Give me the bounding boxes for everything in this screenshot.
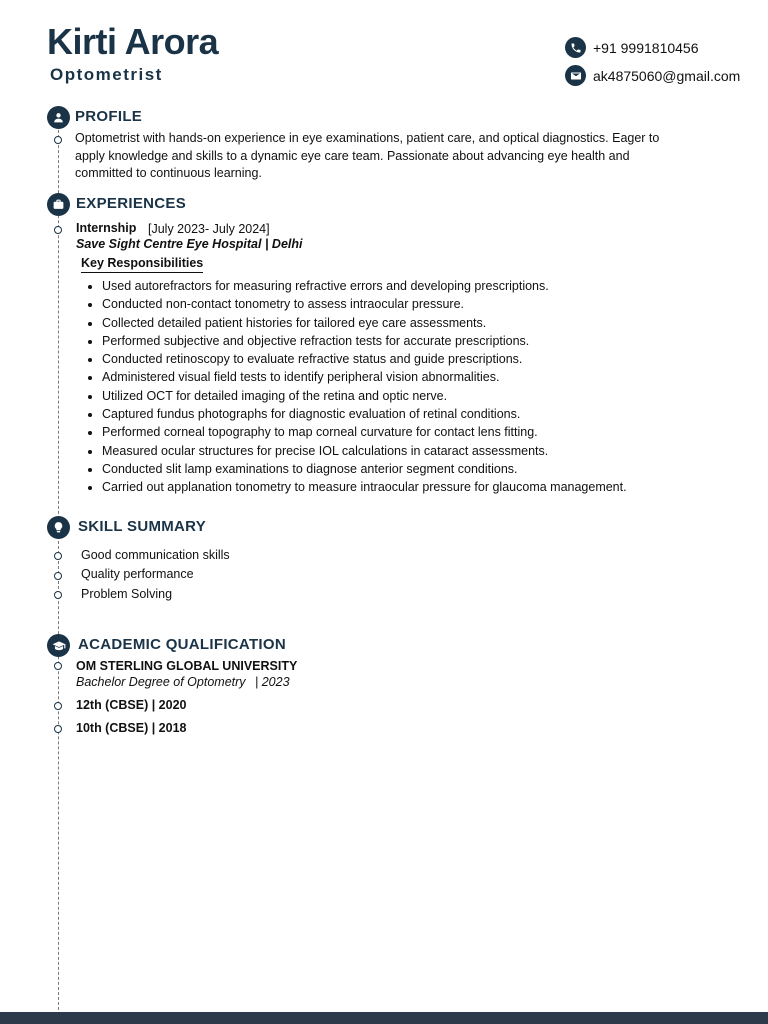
timeline-dot bbox=[54, 226, 62, 234]
responsibility-item: • Performed corneal topography to map corneal curvature for contact lens fitting. bbox=[102, 423, 627, 441]
degree-line bbox=[76, 674, 290, 690]
skills-heading: SKILL SUMMARY bbox=[78, 518, 207, 535]
responsibility-item: • Carried out applanation tonometry to measure intraocular pressure for glaucoma management. bbox=[102, 478, 627, 496]
timeline-dot bbox=[54, 572, 62, 580]
responsibilities-list bbox=[84, 277, 627, 497]
profile-heading: PROFILE bbox=[75, 108, 143, 125]
experience-org: Save Sight Centre Eye Hospital | Delhi bbox=[76, 237, 303, 251]
person-icon bbox=[47, 106, 70, 129]
experience-dates: [July 2023- July 2024] bbox=[148, 222, 270, 236]
skill-item: Quality performance bbox=[81, 567, 194, 581]
phone-text: +91 9991810456 bbox=[593, 39, 699, 56]
timeline-dot bbox=[54, 725, 62, 733]
responsibility-item: • Collected detailed patient histories for tailored eye care assessments. bbox=[102, 314, 627, 332]
skill-item: Problem Solving bbox=[81, 587, 173, 601]
degree-name: Bachelor Degree of Optometry bbox=[76, 675, 246, 689]
timeline-dot bbox=[54, 702, 62, 710]
graduation-cap-icon bbox=[47, 634, 70, 657]
responsibility-item: • Utilized OCT for detailed imaging of the retina and optic nerve. bbox=[102, 387, 627, 405]
timeline-dot bbox=[54, 591, 62, 599]
experience-role: Internship bbox=[76, 221, 137, 235]
responsibility-item: • Conducted retinoscopy to evaluate refractive status and guide prescriptions. bbox=[102, 350, 627, 368]
responsibility-item: • Performed subjective and objective refraction tests for accurate prescriptions. bbox=[102, 332, 627, 350]
responsibility-item: • Administered visual field tests to identify peripheral vision abnormalities. bbox=[102, 368, 627, 386]
phone-icon bbox=[565, 37, 586, 58]
timeline-dot bbox=[54, 552, 62, 560]
footer-bar bbox=[0, 1012, 768, 1024]
email-text: ak4875060@gmail.com bbox=[593, 67, 741, 84]
responsibility-item: • Conducted slit lamp examinations to diagnose anterior segment conditions. bbox=[102, 460, 627, 478]
degree-year: | 2023 bbox=[251, 675, 290, 689]
candidate-name: Kirti Arora bbox=[47, 21, 219, 62]
twelfth-qualification: 12th (CBSE) | 2020 bbox=[76, 698, 187, 712]
responsibility-item: • Captured fundus photographs for diagnostic evaluation of retinal conditions. bbox=[102, 405, 627, 423]
candidate-title: Optometrist bbox=[50, 65, 163, 84]
responsibilities-heading: Key Responsibilities bbox=[81, 255, 203, 273]
timeline-line bbox=[58, 110, 59, 1015]
responsibility-item: • Measured ocular structures for precise IOL calculations in cataract assessments. bbox=[102, 442, 627, 460]
university-name: OM STERLING GLOBAL UNIVERSITY bbox=[76, 659, 298, 673]
contact-phone bbox=[565, 37, 699, 58]
timeline-dot bbox=[54, 136, 62, 144]
responsibility-item: • Conducted non-contact tonometry to assess intraocular pressure. bbox=[102, 295, 627, 313]
academic-heading: ACADEMIC QUALIFICATION bbox=[78, 636, 286, 653]
contact-email bbox=[565, 65, 740, 86]
profile-text: Optometrist with hands-on experience in eye examinations, patient care, and optical diagnostics. Eager to apply knowledge and skills to a dynamic eye care team. Passionate about advancing eye health and committed to continuous learning. bbox=[75, 131, 660, 180]
tenth-qualification: 10th (CBSE) | 2018 bbox=[76, 721, 187, 735]
mail-icon bbox=[565, 65, 586, 86]
experience-heading: EXPERIENCES bbox=[76, 195, 186, 212]
briefcase-icon bbox=[47, 193, 70, 216]
timeline-dot bbox=[54, 662, 62, 670]
lightbulb-icon bbox=[47, 516, 70, 539]
responsibility-item: • Used autorefractors for measuring refractive errors and developing prescriptions. bbox=[102, 277, 627, 295]
skill-item: Good communication skills bbox=[81, 548, 230, 562]
